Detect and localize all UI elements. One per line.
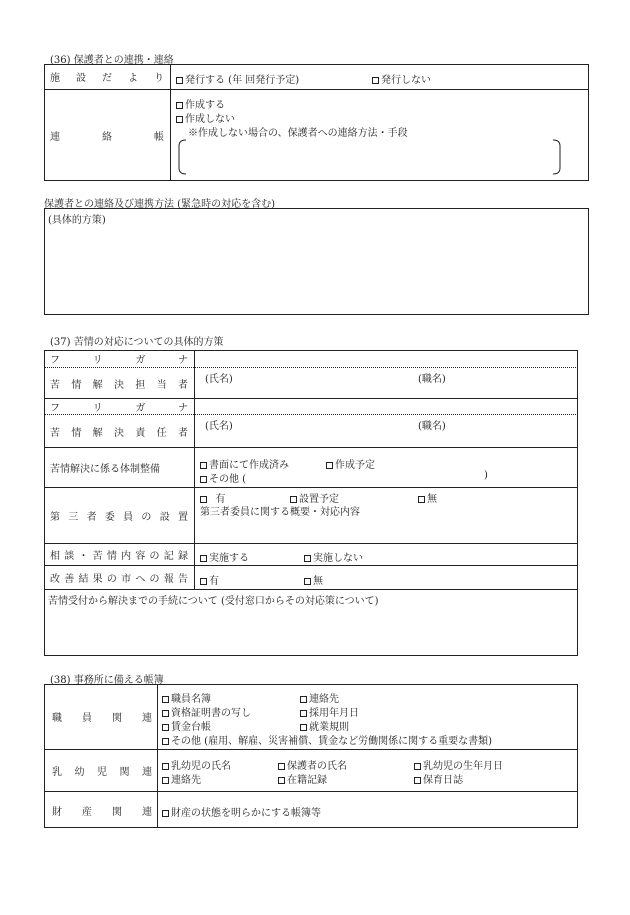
newsletter-option-publish[interactable]: 発行する (年 回発行予定) xyxy=(176,71,299,86)
record-option-no[interactable]: 実施しない xyxy=(304,549,363,564)
checkbox-icon[interactable] xyxy=(300,696,307,703)
staff-item[interactable]: 賃金台帳 xyxy=(162,718,211,733)
liaison-box-label: (具体的方策) xyxy=(48,215,106,226)
checkbox-icon[interactable] xyxy=(278,777,285,784)
report-option-yes[interactable]: 有 xyxy=(200,572,219,587)
checkbox-icon[interactable] xyxy=(176,116,183,123)
third-party-note: 第三者委員に関する概要・対応内容 xyxy=(200,507,360,518)
checkbox-icon[interactable] xyxy=(162,763,169,770)
child-item[interactable]: 連絡先 xyxy=(162,771,201,786)
checkbox-icon[interactable] xyxy=(414,763,421,770)
child-ledger-label: 乳 幼 児 関 連 xyxy=(52,767,152,778)
checkbox-icon[interactable] xyxy=(300,724,307,731)
report-option-no[interactable]: 無 xyxy=(304,572,323,587)
checkbox-icon[interactable] xyxy=(176,77,183,84)
checkbox-icon[interactable] xyxy=(162,710,169,717)
checkbox-icon[interactable] xyxy=(304,578,311,585)
staff-item[interactable]: 連絡先 xyxy=(300,690,339,705)
property-item[interactable]: 財産の状態を明らかにする帳簿等 xyxy=(162,804,321,819)
checkbox-icon[interactable] xyxy=(162,724,169,731)
staff-item[interactable]: 資格証明書の写し xyxy=(162,704,251,719)
system-option-planned[interactable]: 作成予定 xyxy=(326,456,375,471)
complaint-responsible-label: 苦 情 解 決 責 任 者 xyxy=(50,427,188,439)
contact-book-label: 連 絡 帳 xyxy=(50,132,164,143)
checkbox-icon[interactable] xyxy=(200,496,207,503)
system-option-written[interactable]: 書面にて作成済み xyxy=(200,456,289,471)
third-option-no[interactable]: 無 xyxy=(418,490,437,505)
liaison-box[interactable] xyxy=(44,208,589,315)
contact-note: ※作成しない場合の、保護者への連絡方法・手段 xyxy=(188,128,408,139)
newsletter-label: 施 設 だ よ り xyxy=(50,73,164,84)
checkbox-icon[interactable] xyxy=(414,777,421,784)
responsible-post-label: (職名) xyxy=(418,421,446,432)
section-36-title: (36) 保護者との連携・連絡 xyxy=(50,55,174,66)
child-item[interactable]: 在籍記録 xyxy=(278,771,327,786)
report-label: 改 善 結 果 の 市 へ の 報 告 xyxy=(50,574,188,585)
checkbox-icon[interactable] xyxy=(162,777,169,784)
section-37-title: (37) 苦情の対応についての具体的方策 xyxy=(50,337,224,348)
third-option-yes[interactable]: 有 xyxy=(200,490,225,505)
child-item[interactable]: 保育日誌 xyxy=(414,771,463,786)
record-option-yes[interactable]: 実施する xyxy=(200,549,249,564)
furigana-label-2: フ リ ガ ナ xyxy=(50,402,188,414)
checkbox-icon[interactable] xyxy=(300,710,307,717)
resolver-post-label: (職名) xyxy=(418,374,446,385)
contact-option-none[interactable]: 作成しない xyxy=(176,110,235,125)
checkbox-icon[interactable] xyxy=(200,578,207,585)
procedure-label: 苦情受付から解決までの手続について (受付窓口からその対応策について) xyxy=(48,596,379,607)
checkbox-icon[interactable] xyxy=(326,462,333,469)
checkbox-icon[interactable] xyxy=(418,496,425,503)
property-ledger-label: 財 産 関 連 xyxy=(52,806,152,818)
resolver-name-label: (氏名) xyxy=(205,374,233,385)
checkbox-icon[interactable] xyxy=(162,810,169,817)
contact-option-create[interactable]: 作成する xyxy=(176,96,225,111)
responsible-name-label: (氏名) xyxy=(205,421,233,432)
staff-item-other[interactable]: その他 (雇用、解雇、災害補償、賃金など労働関係に関する重要な書類) xyxy=(162,732,492,747)
checkbox-icon[interactable] xyxy=(200,462,207,469)
checkbox-icon[interactable] xyxy=(278,763,285,770)
checkbox-icon[interactable] xyxy=(290,496,297,503)
checkbox-icon[interactable] xyxy=(176,102,183,109)
child-item[interactable]: 乳幼児の氏名 xyxy=(162,757,231,772)
checkbox-icon[interactable] xyxy=(304,555,311,562)
record-label: 相 談 ・ 苦 情 内 容 の 記 録 xyxy=(50,551,188,562)
system-label: 苦情解決に係る体制整備 xyxy=(50,464,160,475)
checkbox-icon[interactable] xyxy=(200,555,207,562)
newsletter-option-none[interactable]: 発行しない xyxy=(372,71,431,86)
checkbox-icon[interactable] xyxy=(162,696,169,703)
section-38-title: (38) 事務所に備える帳簿 xyxy=(50,675,164,686)
system-option-other[interactable]: その他 ( xyxy=(200,470,246,485)
staff-item[interactable]: 職員名簿 xyxy=(162,690,211,705)
system-other-close: ) xyxy=(484,470,488,481)
staff-item[interactable]: 就業規則 xyxy=(300,718,349,733)
checkbox-icon[interactable] xyxy=(372,77,379,84)
liaison-title: 保護者との連絡及び連携方法 (緊急時の対応を含む) xyxy=(44,199,275,210)
checkbox-icon[interactable] xyxy=(200,476,207,483)
complaint-resolver-label: 苦 情 解 決 担 当 者 xyxy=(50,379,188,391)
third-option-planned[interactable]: 設置予定 xyxy=(290,490,339,505)
checkbox-icon[interactable] xyxy=(162,738,169,745)
child-item[interactable]: 保護者の氏名 xyxy=(278,757,347,772)
furigana-label-1: フ リ ガ ナ xyxy=(50,355,188,366)
staff-ledger-label: 職 員 関 連 xyxy=(52,713,152,724)
contact-method-bracket[interactable] xyxy=(176,138,566,176)
child-item[interactable]: 乳幼児の生年月日 xyxy=(414,757,503,772)
third-party-label: 第 三 者 委 員 の 設 置 xyxy=(50,512,188,523)
staff-item[interactable]: 採用年月日 xyxy=(300,704,359,719)
